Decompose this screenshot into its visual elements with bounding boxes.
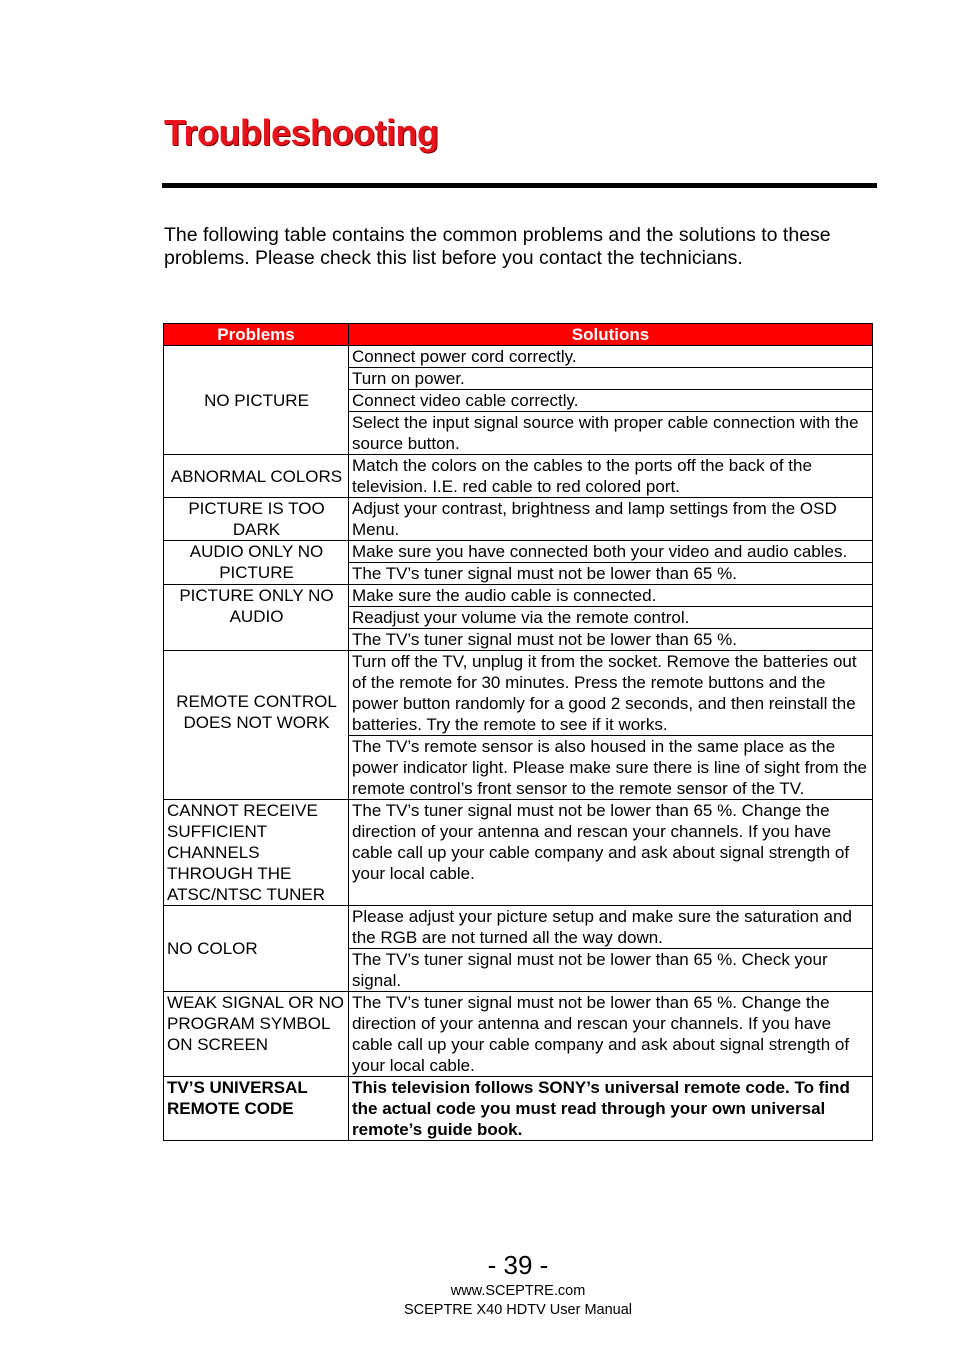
- intro-paragraph: The following table contains the common problems and the solutions to these problems. Please check this list before you contact the technicians.: [164, 224, 831, 269]
- table-row: [164, 800, 873, 906]
- solution-cell: The TV’s remote sensor is also housed in the same place as the power indicator light. Please make sure there is line of sight from the remote control’s front sensor to the remote sensor of the TV.: [349, 736, 873, 800]
- table-row: [164, 541, 873, 563]
- table-row: [164, 455, 873, 498]
- problem-cell: ABNORMAL COLORS: [164, 455, 349, 498]
- footer-manual-title: SCEPTRE X40 HDTV User Manual: [403, 1302, 633, 1318]
- table-row: [164, 992, 873, 1077]
- problem-cell: CANNOT RECEIVE SUFFICIENT CHANNELS THROUGH THE ATSC/NTSC TUNER: [164, 800, 349, 906]
- solution-cell: Connect video cable correctly.: [349, 390, 873, 412]
- solution-cell: This television follows SONY’s universal remote code. To find the actual code you must read through your own universal remote’s guide book.: [349, 1077, 873, 1141]
- table-row: [164, 651, 873, 736]
- problem-cell: WEAK SIGNAL OR NO PROGRAM SYMBOL ON SCREEN: [164, 992, 349, 1077]
- solution-cell: The TV’s tuner signal must not be lower than 65 %.: [349, 563, 873, 585]
- table-header-row: [164, 324, 873, 346]
- problems-header: Problems: [164, 324, 349, 346]
- solution-cell: The TV’s tuner signal must not be lower than 65 %. Check your signal.: [349, 949, 873, 992]
- solution-cell: Select the input signal source with proper cable connection with the source button.: [349, 412, 873, 455]
- solution-cell: The TV’s tuner signal must not be lower than 65 %. Change the direction of your antenna and rescan your channels. If you have cable call up your cable company and ask about signal strength of your local cable.: [349, 992, 873, 1077]
- solution-cell: Match the colors on the cables to the ports off the back of the television. I.E. red cable to red colored port.: [349, 455, 873, 498]
- problem-cell: TV’S UNIVERSAL REMOTE CODE: [164, 1077, 349, 1141]
- solution-cell: Connect power cord correctly.: [349, 346, 873, 368]
- solution-cell: The TV’s tuner signal must not be lower than 65 %. Change the direction of your antenna and rescan your channels. If you have cable call up your cable company and ask about signal strength of your local cable.: [349, 800, 873, 906]
- problem-cell: AUDIO ONLY NO PICTURE: [164, 541, 349, 585]
- table-row: [164, 585, 873, 607]
- solution-cell: Turn off the TV, unplug it from the socket. Remove the batteries out of the remote for 30 minutes. Press the remote buttons and the power button randomly for a good 2 seconds, and then reinstall the batteries. Try the remote to see if it works.: [349, 651, 873, 736]
- problem-cell: NO PICTURE: [164, 346, 349, 455]
- troubleshooting-table: [163, 323, 873, 1141]
- problem-cell: PICTURE ONLY NO AUDIO: [164, 585, 349, 651]
- problem-cell: NO COLOR: [164, 906, 349, 992]
- table-row: [164, 906, 873, 949]
- footer-url: www.SCEPTRE.com: [450, 1283, 586, 1299]
- page-title: Troubleshooting: [164, 112, 439, 153]
- problem-cell: PICTURE IS TOO DARK: [164, 498, 349, 541]
- solution-cell: The TV’s tuner signal must not be lower than 65 %.: [349, 629, 873, 651]
- solution-cell: Please adjust your picture setup and make sure the saturation and the RGB are not turned all the way down.: [349, 906, 873, 949]
- solution-cell: Turn on power.: [349, 368, 873, 390]
- solution-cell: Readjust your volume via the remote control.: [349, 607, 873, 629]
- solution-cell: Adjust your contrast, brightness and lamp settings from the OSD Menu.: [349, 498, 873, 541]
- solution-cell: Make sure the audio cable is connected.: [349, 585, 873, 607]
- table-row: [164, 1077, 873, 1141]
- problem-cell: REMOTE CONTROL DOES NOT WORK: [164, 651, 349, 800]
- solutions-header: Solutions: [349, 324, 873, 346]
- table-row: [164, 346, 873, 368]
- page-number: - 39 -: [487, 1250, 549, 1280]
- title-divider: [162, 183, 877, 188]
- solution-cell: Make sure you have connected both your video and audio cables.: [349, 541, 873, 563]
- table-row: [164, 498, 873, 541]
